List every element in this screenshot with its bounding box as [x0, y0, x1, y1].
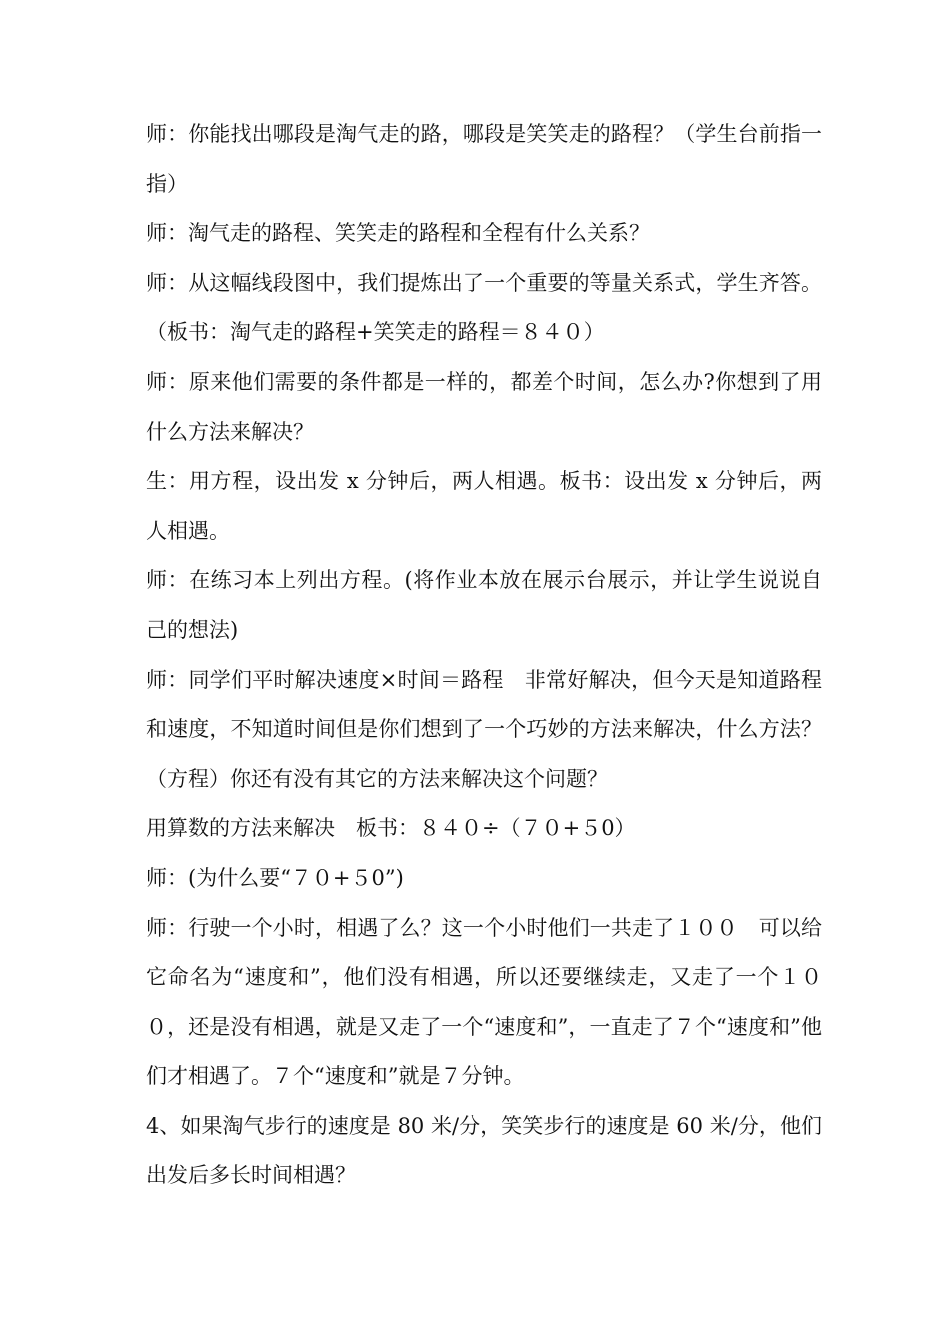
paragraph-11: 4、如果淘气步行的速度是 80 米/分，笑笑步行的速度是 60 米/分，他们出发后多长时间相遇？	[146, 1113, 822, 1188]
paragraph-5: 生：用方程，设出发 x 分钟后，两人相遇。板书：设出发 x 分钟后，两人相遇。	[146, 469, 822, 543]
paragraph-3: 师：从这幅线段图中，我们提炼出了一个重要的等量关系式，学生齐答。（板书：淘气走的路程+笑笑走的路程＝８４０）	[146, 270, 822, 345]
document-body	[146, 110, 822, 1201]
paragraph-7: 师：同学们平时解决速度×时间＝路程 非常好解决，但今天是知道路程和速度，不知道时间但是你们想到了一个巧妙的方法来解决，什么方法？（方程）你还有没有其它的方法来解决这个问题？	[146, 667, 822, 791]
paragraph-2: 师：淘气走的路程、笑笑走的路程和全程有什么关系？	[146, 221, 650, 246]
paragraph-1: 师：你能找出哪段是淘气走的路，哪段是笑笑走的路程？（学生台前指一指）	[146, 122, 822, 196]
paragraph-4: 师：原来他们需要的条件都是一样的，都差个时间，怎么办?你想到了用什么方法来解决？	[146, 369, 822, 444]
paragraph-6: 师：在练习本上列出方程。(将作业本放在展示台展示，并让学生说说自己的想法)	[146, 568, 822, 642]
paragraph-9: 师：(为什么要“７０+５0”)	[146, 865, 404, 890]
paragraph-10: 师：行驶一个小时，相遇了么？这一个小时他们一共走了１００ 可以给它命名为“速度和”，他们没有相遇，所以还要继续走，又走了一个１００，还是没有相遇，就是又走了一个“速度和”，一直走了７个“速度和”他们才相遇了。７个“速度和”就是７分钟。	[146, 915, 822, 1089]
paragraph-8: 用算数的方法来解决 板书：８４０÷（７０+５0）	[146, 816, 636, 841]
